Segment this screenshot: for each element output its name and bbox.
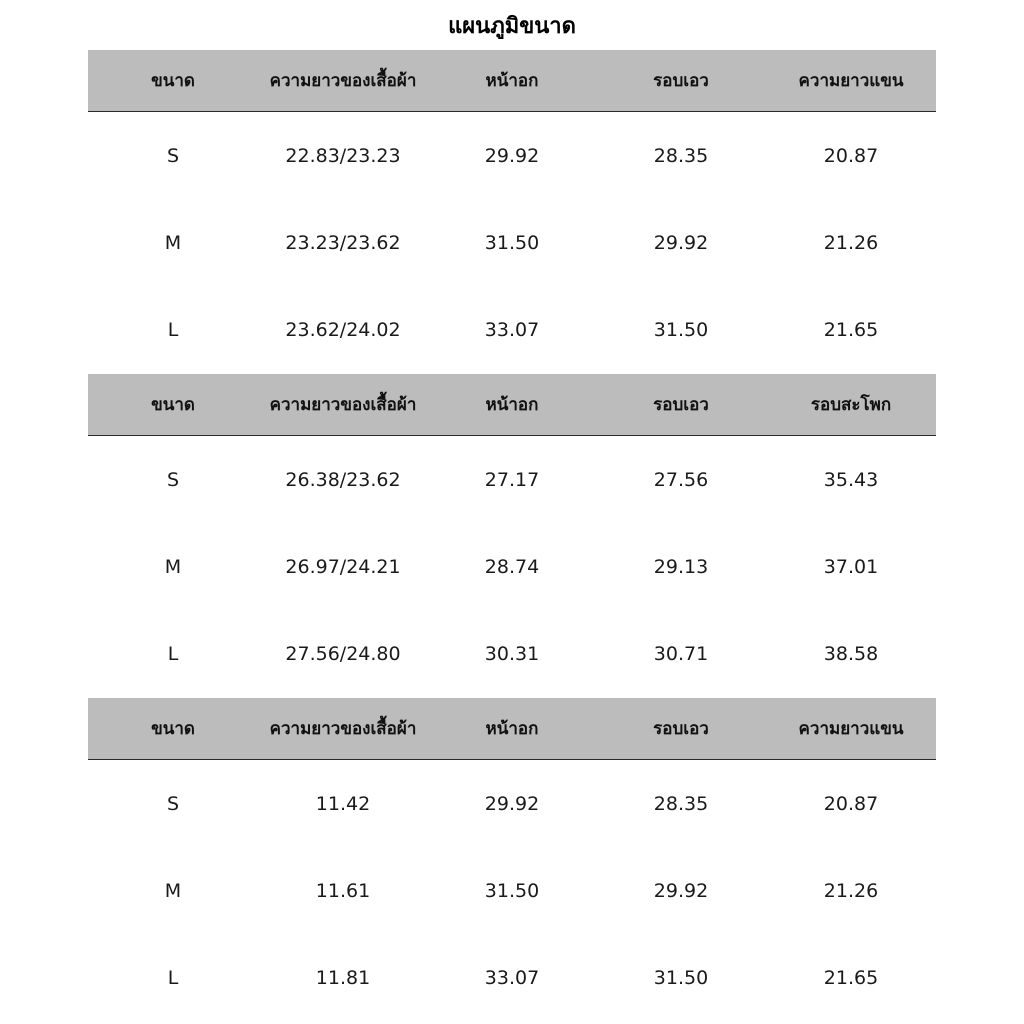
header-chest: หน้าอก — [485, 70, 539, 91]
cell-waist: 31.50 — [653, 967, 709, 990]
header-hip: รอบสะโพก — [810, 394, 892, 415]
header-garment-length: ความยาวของเสื้อผ้า — [269, 718, 417, 739]
cell-sleeve-length: 21.65 — [823, 319, 879, 342]
header-chest: หน้าอก — [485, 394, 539, 415]
cell-sleeve-length: 20.87 — [823, 144, 879, 167]
header-waist: รอบเอว — [653, 70, 709, 91]
cell-size: M — [164, 555, 182, 578]
cell-garment-length: 26.38/23.62 — [285, 468, 401, 491]
cell-hip: 38.58 — [823, 643, 879, 666]
table-row — [88, 847, 936, 934]
header-garment-length: ความยาวของเสื้อผ้า — [269, 70, 417, 91]
page-title: แผนภูมิขนาด — [448, 14, 576, 39]
header-size: ขนาด — [151, 70, 195, 91]
cell-hip: 37.01 — [823, 555, 879, 578]
cell-waist: 28.35 — [653, 792, 709, 815]
cell-chest: 29.92 — [484, 792, 540, 815]
table-row — [88, 611, 936, 698]
cell-garment-length: 22.83/23.23 — [285, 144, 401, 167]
table-row — [88, 199, 936, 286]
cell-waist: 27.56 — [653, 468, 709, 491]
header-size: ขนาด — [151, 718, 195, 739]
cell-chest: 33.07 — [484, 967, 540, 990]
cell-size: M — [164, 879, 182, 902]
cell-sleeve-length: 21.65 — [823, 967, 879, 990]
header-waist: รอบเอว — [653, 718, 709, 739]
cell-garment-length: 11.61 — [315, 879, 371, 902]
cell-garment-length: 27.56/24.80 — [285, 643, 401, 666]
header-waist: รอบเอว — [653, 394, 709, 415]
cell-waist: 29.92 — [653, 231, 709, 254]
cell-hip: 35.43 — [823, 468, 879, 491]
cell-chest: 30.31 — [484, 643, 540, 666]
cell-waist: 30.71 — [653, 643, 709, 666]
cell-chest: 29.92 — [484, 144, 540, 167]
header-sleeve-length: ความยาวแขน — [798, 718, 904, 739]
cell-size: L — [167, 967, 179, 990]
cell-garment-length: 11.81 — [315, 967, 371, 990]
cell-chest: 31.50 — [484, 231, 540, 254]
cell-size: S — [166, 468, 180, 491]
cell-chest: 28.74 — [484, 555, 540, 578]
cell-garment-length: 11.42 — [315, 792, 371, 815]
cell-waist: 29.92 — [653, 879, 709, 902]
cell-chest: 31.50 — [484, 879, 540, 902]
table-header-row — [88, 374, 936, 436]
cell-sleeve-length: 21.26 — [823, 879, 879, 902]
size-table-bottoms — [88, 374, 936, 698]
cell-waist: 31.50 — [653, 319, 709, 342]
cell-garment-length: 26.97/24.21 — [285, 555, 401, 578]
cell-sleeve-length: 20.87 — [823, 792, 879, 815]
table-row — [88, 523, 936, 610]
table-header-row — [88, 50, 936, 112]
size-table-tops — [88, 50, 936, 374]
header-size: ขนาด — [151, 394, 195, 415]
cell-sleeve-length: 21.26 — [823, 231, 879, 254]
cell-chest: 27.17 — [484, 468, 540, 491]
cell-size: S — [166, 144, 180, 167]
cell-size: L — [167, 643, 179, 666]
cell-garment-length: 23.23/23.62 — [285, 231, 401, 254]
header-garment-length: ความยาวของเสื้อผ้า — [269, 394, 417, 415]
cell-waist: 28.35 — [653, 144, 709, 167]
cell-size: S — [166, 792, 180, 815]
cell-chest: 33.07 — [484, 319, 540, 342]
cell-size: L — [167, 319, 179, 342]
table-row — [88, 436, 936, 523]
size-tables — [88, 50, 936, 1022]
table-row — [88, 760, 936, 847]
table-row — [88, 287, 936, 374]
table-row — [88, 935, 936, 1022]
table-header-row — [88, 698, 936, 760]
header-chest: หน้าอก — [485, 718, 539, 739]
table-row — [88, 112, 936, 199]
size-table-short-tops — [88, 698, 936, 1022]
cell-waist: 29.13 — [653, 555, 709, 578]
cell-garment-length: 23.62/24.02 — [285, 319, 401, 342]
cell-size: M — [164, 231, 182, 254]
header-sleeve-length: ความยาวแขน — [798, 70, 904, 91]
